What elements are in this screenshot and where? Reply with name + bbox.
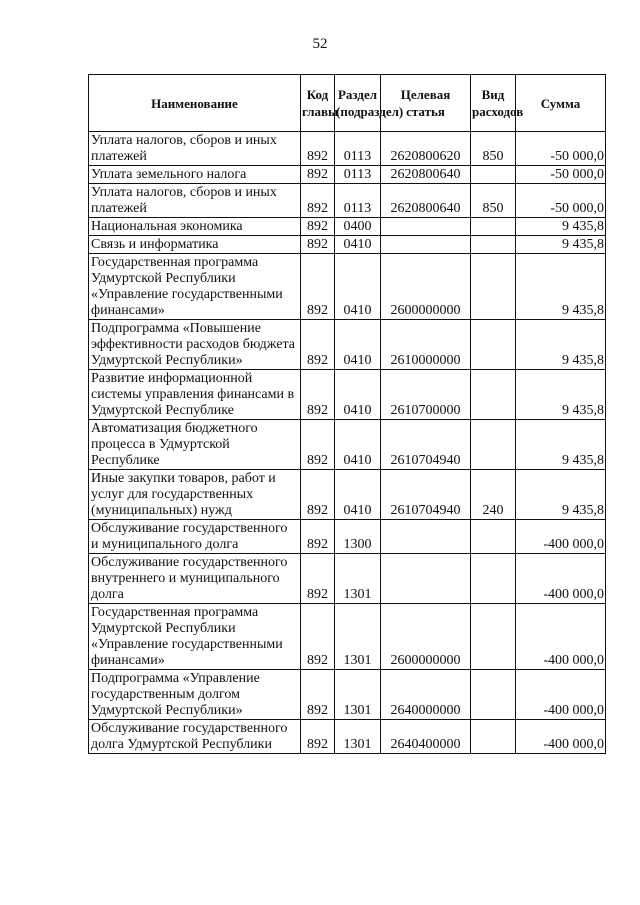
cell-target: 2600000000 [381,254,471,320]
cell-code: 892 [301,320,335,370]
cell-kind [471,720,516,754]
cell-section: 1301 [335,670,381,720]
cell-name: Уплата налогов, сборов и иных платежей [89,184,301,218]
cell-name: Обслуживание государственного внутреннего и муниципального долга [89,554,301,604]
cell-kind: 850 [471,184,516,218]
cell-name: Уплата налогов, сборов и иных платежей [89,132,301,166]
cell-section: 1301 [335,554,381,604]
cell-sum: 9 435,8 [516,218,606,236]
header-kind: Вид расходов [471,75,516,132]
cell-sum: -400 000,0 [516,520,606,554]
cell-sum: -50 000,0 [516,184,606,218]
cell-section: 1300 [335,520,381,554]
cell-section: 0113 [335,132,381,166]
cell-section: 0400 [335,218,381,236]
cell-target: 2640000000 [381,670,471,720]
cell-target: 2640400000 [381,720,471,754]
cell-target [381,236,471,254]
table-row [89,420,606,470]
cell-name: Национальная экономика [89,218,301,236]
cell-name: Обслуживание государственного и муниципального долга [89,520,301,554]
cell-kind [471,604,516,670]
cell-name: Развитие информационной системы управления финансами в Удмуртской Республике [89,370,301,420]
cell-name: Связь и информатика [89,236,301,254]
cell-kind [471,420,516,470]
cell-kind: 850 [471,132,516,166]
cell-target: 2610704940 [381,420,471,470]
table-row [89,132,606,166]
cell-target [381,218,471,236]
cell-code: 892 [301,554,335,604]
cell-sum: 9 435,8 [516,236,606,254]
cell-code: 892 [301,236,335,254]
cell-kind [471,370,516,420]
header-section: Раздел (подраздел) [335,75,381,132]
cell-section: 1301 [335,720,381,754]
table-row [89,554,606,604]
header-code: Код главы [301,75,335,132]
cell-target: 2610704940 [381,470,471,520]
cell-sum: -400 000,0 [516,554,606,604]
cell-section: 1301 [335,604,381,670]
cell-kind: 240 [471,470,516,520]
cell-code: 892 [301,166,335,184]
header-sum: Сумма [516,75,606,132]
cell-sum: 9 435,8 [516,420,606,470]
cell-kind [471,520,516,554]
table-row [89,470,606,520]
cell-sum: 9 435,8 [516,320,606,370]
cell-sum: -400 000,0 [516,604,606,670]
table-row [89,218,606,236]
cell-name: Автоматизация бюджетного процесса в Удмуртской Республике [89,420,301,470]
table-row [89,166,606,184]
cell-target [381,554,471,604]
cell-name: Иные закупки товаров, работ и услуг для государственных (муниципальных) нужд [89,470,301,520]
cell-code: 892 [301,520,335,554]
cell-section: 0113 [335,184,381,218]
cell-section: 0410 [335,320,381,370]
cell-target: 2620800620 [381,132,471,166]
cell-sum: -400 000,0 [516,720,606,754]
cell-kind [471,320,516,370]
cell-name: Подпрограмма «Управление государственным долгом Удмуртской Республики» [89,670,301,720]
cell-sum: -50 000,0 [516,166,606,184]
cell-kind [471,236,516,254]
table-row [89,184,606,218]
cell-code: 892 [301,184,335,218]
cell-code: 892 [301,420,335,470]
cell-kind [471,218,516,236]
cell-section: 0113 [335,166,381,184]
cell-target: 2610700000 [381,370,471,420]
cell-kind [471,554,516,604]
cell-code: 892 [301,132,335,166]
table-row [89,320,606,370]
cell-target: 2620800640 [381,166,471,184]
table-row [89,236,606,254]
cell-code: 892 [301,370,335,420]
cell-target: 2600000000 [381,604,471,670]
cell-section: 0410 [335,254,381,320]
cell-name: Государственная программа Удмуртской Республики «Управление государственными финансами» [89,254,301,320]
cell-name: Уплата земельного налога [89,166,301,184]
cell-code: 892 [301,670,335,720]
table-row [89,254,606,320]
header-name: Наименование [89,75,301,132]
budget-table [88,74,606,754]
cell-section: 0410 [335,420,381,470]
cell-sum: -50 000,0 [516,132,606,166]
cell-name: Обслуживание государственного долга Удмуртской Республики [89,720,301,754]
table-row [89,520,606,554]
cell-sum: 9 435,8 [516,470,606,520]
cell-name: Подпрограмма «Повышение эффективности расходов бюджета Удмуртской Республики» [89,320,301,370]
table-header-row [89,75,606,132]
cell-code: 892 [301,720,335,754]
cell-code: 892 [301,470,335,520]
cell-name: Государственная программа Удмуртской Республики «Управление государственными финансами» [89,604,301,670]
page-number: 52 [312,36,328,52]
table-row [89,670,606,720]
cell-code: 892 [301,254,335,320]
cell-target: 2620800640 [381,184,471,218]
cell-kind [471,254,516,320]
cell-code: 892 [301,604,335,670]
table-row [89,604,606,670]
cell-target [381,520,471,554]
cell-section: 0410 [335,370,381,420]
table-row [89,720,606,754]
cell-kind [471,166,516,184]
cell-sum: 9 435,8 [516,370,606,420]
cell-target: 2610000000 [381,320,471,370]
cell-sum: 9 435,8 [516,254,606,320]
cell-section: 0410 [335,236,381,254]
header-target: Целевая статья [381,75,471,132]
cell-section: 0410 [335,470,381,520]
cell-code: 892 [301,218,335,236]
table-row [89,370,606,420]
cell-sum: -400 000,0 [516,670,606,720]
cell-kind [471,670,516,720]
